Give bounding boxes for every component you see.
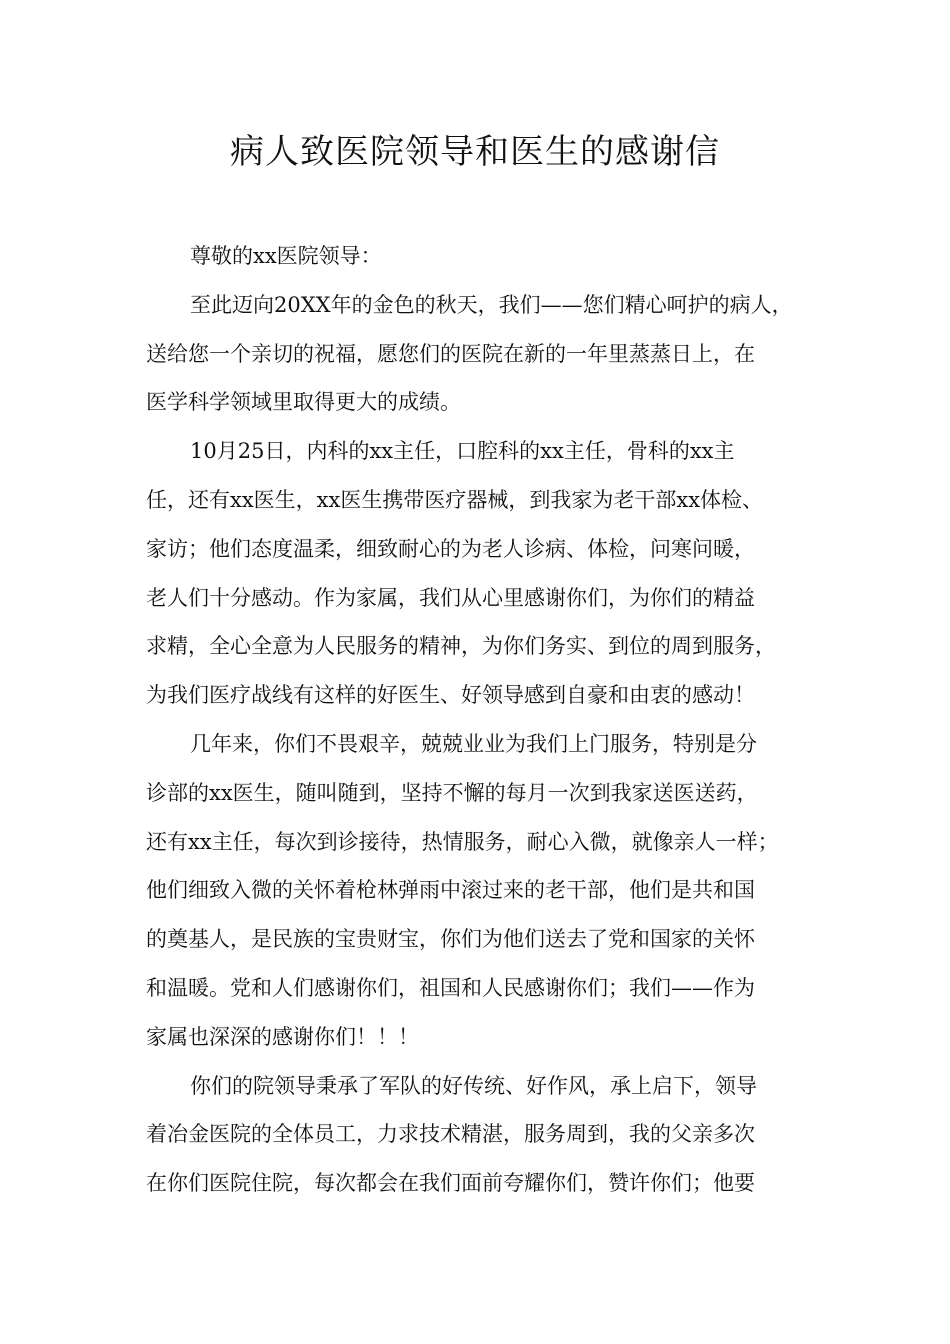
text-line: 老人们十分感动。作为家属，我们从心里感谢你们，为你们的精益	[146, 585, 755, 610]
text-line: 还有xx主任，每次到诊接待，热情服务，耐心入微，就像亲人一样；	[146, 829, 779, 854]
text-line: 求精，全心全意为人民服务的精神，为你们务实、到位的周到服务，	[146, 634, 776, 659]
paragraph	[146, 281, 806, 427]
text-line: 任，还有xx医生，xx医生携带医疗器械，到我家为老干部xx体检、	[146, 487, 764, 512]
text-line: 着冶金医院的全体员工，力求技术精湛，服务周到，我的父亲多次	[146, 1122, 755, 1147]
text-line: 为我们医疗战线有这样的好医生、好领导感到自豪和由衷的感动！	[146, 683, 755, 708]
text-line: 家访；他们态度温柔，细致耐心的为老人诊病、体检，问寒问暖，	[146, 536, 755, 561]
letter-body	[146, 232, 806, 1208]
text-line: 至此迈向20XX年的金色的秋天，我们——您们精心呵护的病人，	[190, 292, 793, 317]
text-line: 送给您一个亲切的祝福，愿您们的医院在新的一年里蒸蒸日上，在	[146, 341, 755, 366]
paragraph	[146, 427, 806, 720]
text-line: 10月25日，内科的xx主任，口腔科的xx主任，骨科的xx主	[190, 439, 735, 464]
text-line: 和温暖。党和人们感谢你们，祖国和人民感谢你们；我们——作为	[146, 975, 755, 1000]
text-line: 的奠基人，是民族的宝贵财宝，你们为他们送去了党和国家的关怀	[146, 927, 755, 952]
paragraph	[146, 1062, 806, 1208]
text-line: 医学科学领域里取得更大的成绩。	[146, 390, 461, 415]
text-line: 家属也深深的感谢你们！！！	[146, 1024, 419, 1049]
paragraph	[146, 720, 806, 1062]
salutation: 尊敬的xx医院领导：	[190, 244, 382, 268]
text-line: 他们细致入微的关怀着枪林弹雨中滚过来的老干部，他们是共和国	[146, 878, 755, 903]
document-title: 病人致医院领导和医生的感谢信	[230, 132, 720, 172]
text-line: 在你们医院住院，每次都会在我们面前夸耀你们，赞许你们；他要	[146, 1171, 755, 1196]
text-line: 诊部的xx医生，随叫随到，坚持不懈的每月一次到我家送医送药，	[146, 780, 758, 805]
text-line: 你们的院领导秉承了军队的好传统、好作风，承上启下，领导	[190, 1073, 757, 1098]
text-line: 几年来，你们不畏艰辛，兢兢业业为我们上门服务，特别是分	[190, 731, 757, 756]
